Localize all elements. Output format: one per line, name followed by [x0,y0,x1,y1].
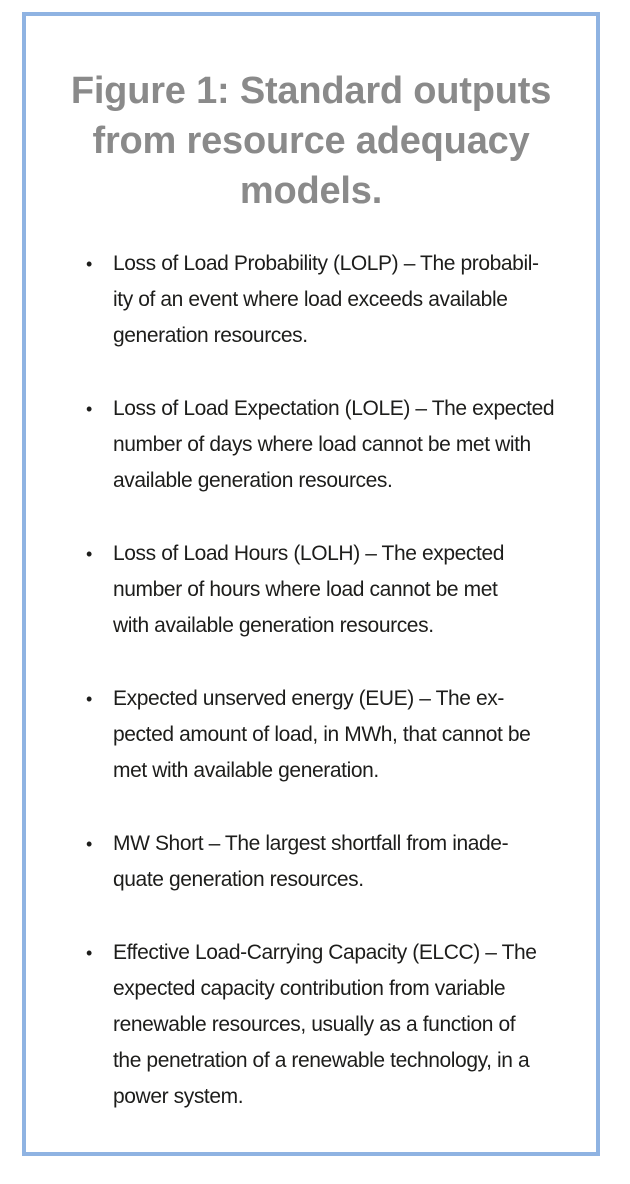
bullet-icon: • [86,544,92,564]
list-item-text [113,536,596,644]
list-item-elcc [86,935,596,1115]
list-item-lolh [86,536,596,644]
list-item-line: met with available generation. [113,759,379,782]
list-item-line: Effective Load-Carrying Capacity (ELCC) – The [113,941,537,964]
list-item-line: number of hours where load cannot be met [113,578,498,601]
list-item-lolp [86,246,596,354]
list-item-line: number of days where load cannot be met with [113,433,531,456]
list-item-line: available generation resources. [113,469,393,492]
list-item-line: Loss of Load Expectation (LOLE) – The expected [113,397,555,420]
list-item-lole [86,391,596,499]
bullet-icon: • [86,254,92,274]
list-item-line: Expected unserved energy (EUE) – The ex- [113,687,504,710]
list-item-line: ity of an event where load exceeds available [113,288,508,311]
figure-title-line: from resource adequacy [92,120,530,162]
list-item-line: Loss of Load Hours (LOLH) – The expected [113,542,505,565]
list-item-eue [86,681,596,789]
list-item-text [113,391,596,499]
list-item-line: with available generation resources. [113,614,434,637]
list-item-text [113,935,596,1115]
list-item-line: the penetration of a renewable technology, in a [113,1049,530,1072]
bullet-icon: • [86,943,92,963]
list-item-line: Loss of Load Probability (LOLP) – The probabil- [113,252,539,275]
list-item-line: quate generation resources. [113,868,364,891]
figure-title-line: Figure 1: Standard outputs [70,70,552,112]
list-item-text [113,246,596,354]
list-item-text [113,826,596,898]
bullet-icon: • [86,399,92,419]
figure-title [26,66,596,216]
list-item-line: generation resources. [113,324,308,347]
figure-title-line: models. [239,170,383,212]
list-item-line: renewable resources, usually as a function of [113,1013,516,1036]
list-item-text [113,681,596,789]
list-item-line: power system. [113,1085,244,1108]
figure-frame [22,12,600,1156]
outputs-list [86,246,596,1115]
list-item-line: pected amount of load, in MWh, that cannot be [113,723,531,746]
list-item-line: expected capacity contribution from variable [113,977,506,1000]
bullet-icon: • [86,689,92,709]
list-item-mw-short [86,826,596,898]
list-item-line: MW Short – The largest shortfall from inade- [113,832,509,855]
bullet-icon: • [86,834,92,854]
